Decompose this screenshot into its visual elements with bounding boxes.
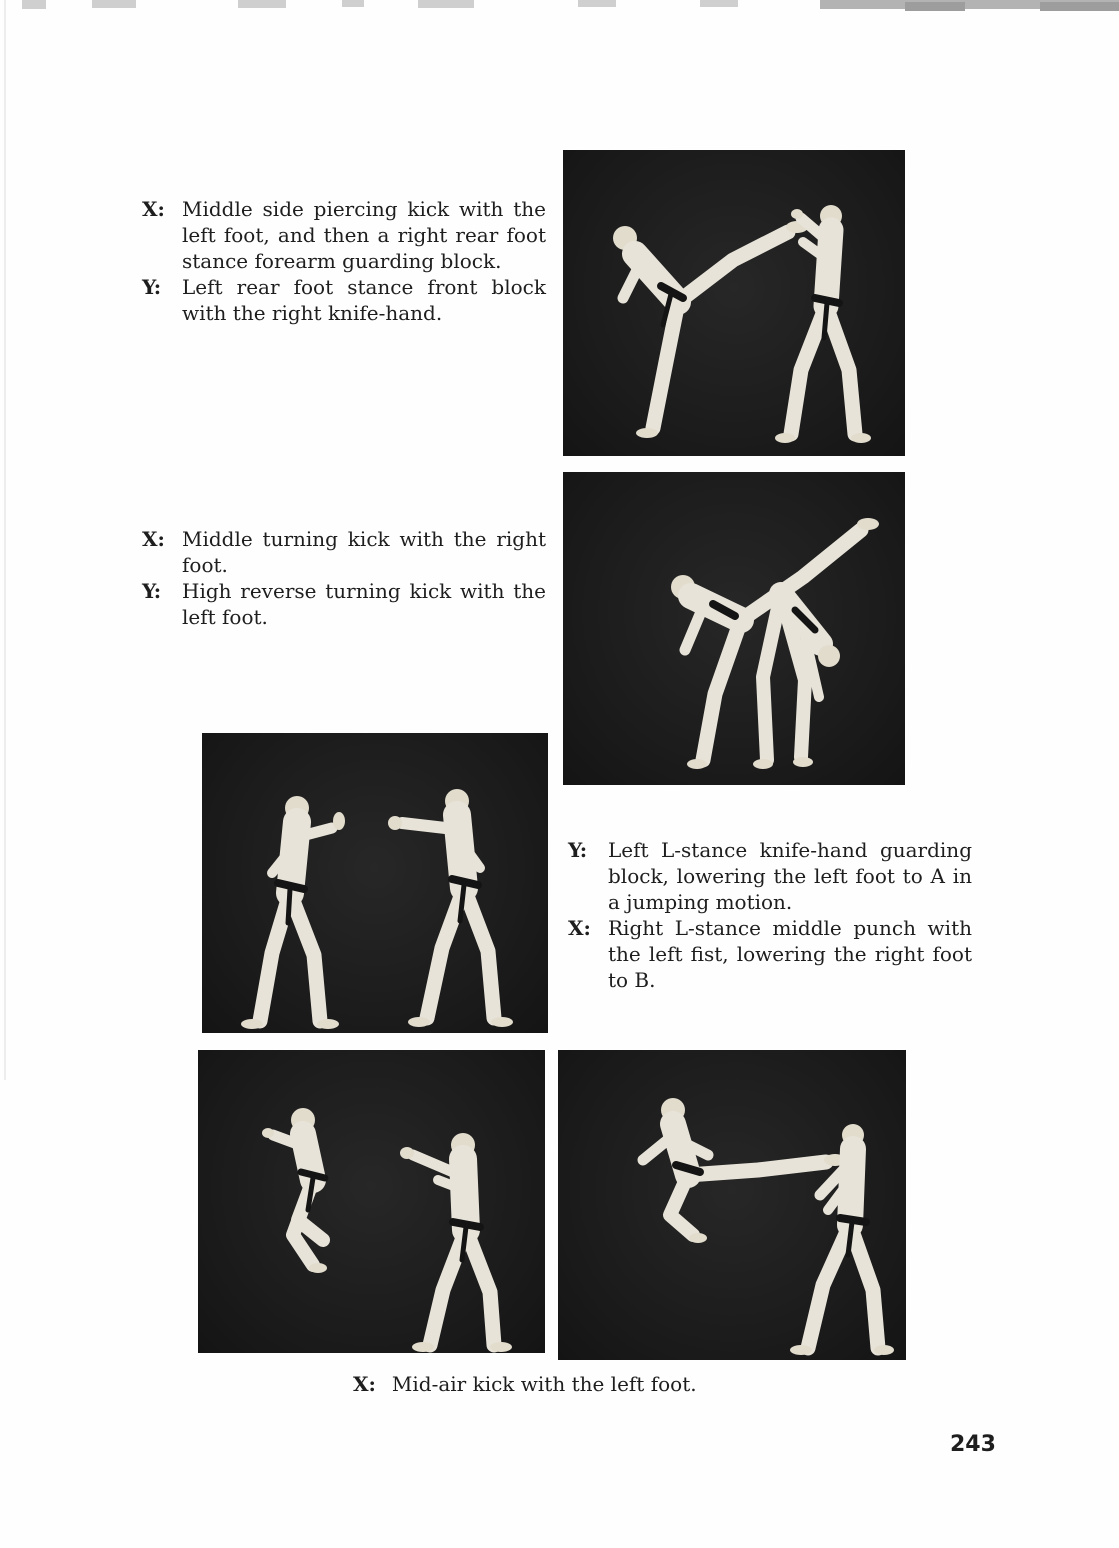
- scan-artifact: [1040, 2, 1119, 11]
- technique-label-y: Y:: [142, 579, 162, 603]
- technique-label-x: X:: [142, 527, 165, 551]
- technique-item: [142, 578, 546, 630]
- scan-artifact: [22, 0, 46, 9]
- technique-text: Middle turning kick with the right foot.: [182, 527, 546, 577]
- technique-block-3: [568, 837, 972, 993]
- defender-figure: [775, 205, 871, 443]
- mid-air-kick-photo: [558, 1050, 906, 1360]
- scan-artifact: [905, 2, 965, 11]
- flying-kicker-figure: [643, 1098, 846, 1243]
- scan-artifact: [700, 0, 738, 7]
- technique-text: Middle side piercing kick with the left foot, and then a right rear foot stance forearm guarding block.: [182, 197, 546, 273]
- page-number: 243: [950, 1432, 996, 1457]
- technique-label-y: Y:: [142, 275, 162, 299]
- scan-artifact: [342, 0, 364, 7]
- technique-text: Right L-stance middle punch with the left fist, lowering the right foot to B.: [608, 916, 972, 992]
- technique-block-1: [142, 196, 546, 326]
- page-edge-shadow: [4, 0, 6, 1080]
- bent-figure: [753, 594, 840, 769]
- caption-label-x: X:: [353, 1372, 376, 1396]
- technique-label-x: X:: [142, 197, 165, 221]
- technique-text: Left L-stance knife-hand guarding block, lowering the left foot to A in a jumping motion.: [608, 838, 972, 914]
- kicker-figure: [613, 221, 808, 438]
- scan-artifact: [92, 0, 136, 8]
- bottom-caption: [353, 1371, 697, 1397]
- technique-block-2: [142, 526, 546, 630]
- jumping-figure: [262, 1108, 327, 1273]
- technique-item: [568, 915, 972, 993]
- technique-item: [142, 526, 546, 578]
- technique-item: [142, 274, 546, 326]
- caption-text: Mid-air kick with the left foot.: [391, 1372, 697, 1396]
- technique-item: [142, 196, 546, 274]
- side-piercing-kick-photo: [563, 150, 905, 456]
- punching-figure: [388, 789, 513, 1027]
- technique-label-y: Y:: [568, 838, 588, 862]
- technique-label-x: X:: [568, 916, 591, 940]
- standing-guard-figure: [400, 1133, 512, 1352]
- technique-text: Left rear foot stance front block with the right knife-hand.: [182, 275, 546, 325]
- scan-artifact: [238, 0, 286, 8]
- jumping-motion-photo: [198, 1050, 545, 1353]
- turning-kick-photo: [563, 472, 905, 785]
- technique-text: High reverse turning kick with the left foot.: [182, 579, 546, 629]
- scan-artifact: [578, 0, 616, 7]
- scan-artifact: [418, 0, 474, 8]
- middle-punch-photo: [202, 733, 548, 1033]
- guarding-figure: [241, 796, 345, 1029]
- technique-item: [568, 837, 972, 915]
